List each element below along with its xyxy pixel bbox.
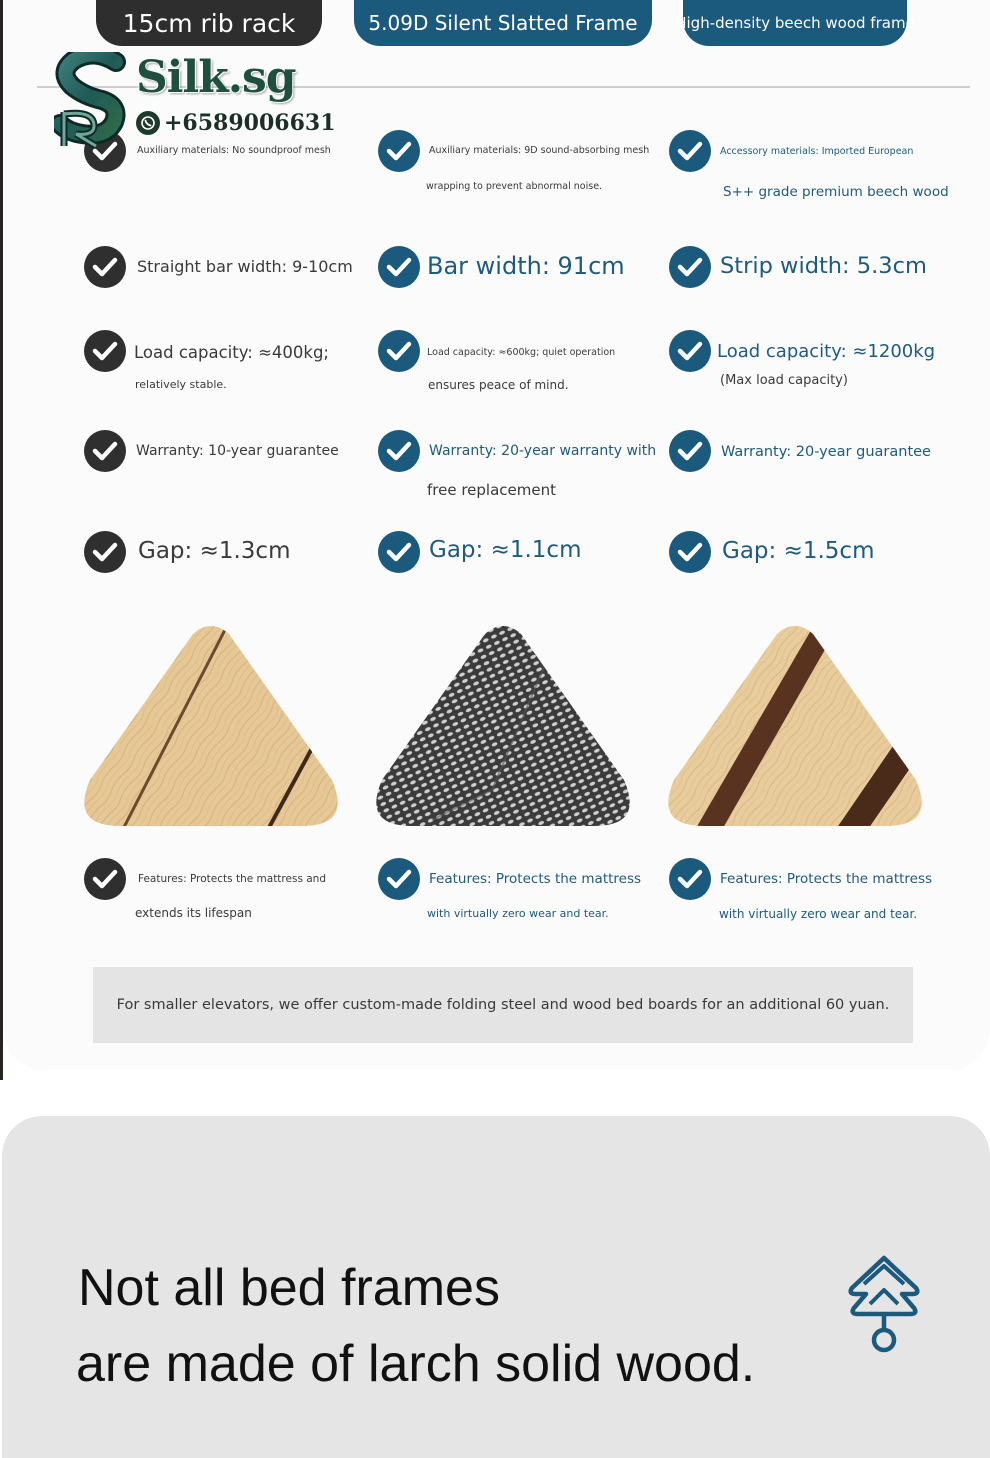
tree-icon: [846, 1254, 922, 1354]
col3-features-note: with virtually zero wear and tear.: [719, 907, 918, 921]
headline-line-1: Not all bed frames: [78, 1259, 500, 1317]
col3-features: Features: Protects the mattress: [720, 871, 933, 887]
check-icon: [669, 430, 711, 472]
beech-slat-sample-image: [664, 620, 926, 830]
left-edge-strip: [0, 0, 3, 1080]
col3-width: Strip width: 5.3cm: [720, 253, 927, 279]
col2-gap: Gap: ≈1.1cm: [429, 537, 582, 563]
col1-gap: Gap: ≈1.3cm: [138, 538, 291, 564]
check-icon: [378, 858, 420, 900]
whatsapp-icon: [136, 111, 160, 135]
wood-slat-sample-image: [80, 620, 342, 830]
check-icon: [84, 531, 126, 573]
check-icon: [669, 858, 711, 900]
check-icon: [378, 430, 420, 472]
col2-width: Bar width: 91cm: [427, 252, 625, 280]
col2-warranty-note: free replacement: [427, 481, 556, 499]
check-icon: [84, 430, 126, 472]
logo-phone: +6589006631: [164, 110, 336, 136]
col1-features-note: extends its lifespan: [135, 906, 252, 920]
check-icon: [378, 330, 420, 372]
tab-beech-frame[interactable]: High-density beech wood frame: [683, 0, 907, 46]
col2-materials: Auxiliary materials: 9D sound-absorbing mesh: [429, 145, 650, 156]
col2-features-note: with virtually zero wear and tear.: [427, 907, 609, 920]
logo-contact: [136, 110, 336, 136]
tab-silent-frame[interactable]: 5.09D Silent Slatted Frame: [354, 0, 652, 46]
mesh-fabric-sample-image: [372, 620, 634, 830]
logo-name: Silk.sg: [136, 52, 296, 103]
col3-gap: Gap: ≈1.5cm: [722, 538, 875, 564]
check-icon: [378, 531, 420, 573]
check-icon: [378, 130, 420, 172]
col3-load: Load capacity: ≈1200kg: [717, 341, 936, 362]
check-icon: [84, 246, 126, 288]
check-icon: [84, 330, 126, 372]
col2-features: Features: Protects the mattress: [429, 871, 642, 887]
check-icon: [669, 531, 711, 573]
logo-monogram-icon: [54, 52, 134, 148]
col2-load-note: ensures peace of mind.: [428, 378, 569, 392]
col2-materials-note: wrapping to prevent abnormal noise.: [426, 181, 603, 192]
check-icon: [84, 858, 126, 900]
col1-materials: Auxiliary materials: No soundproof mesh: [137, 145, 331, 156]
col3-materials: Accessory materials: Imported European: [720, 146, 914, 157]
headline-line-2: are made of larch solid wood.: [76, 1335, 756, 1393]
col1-width: Straight bar width: 9-10cm: [137, 257, 353, 276]
check-icon: [669, 130, 711, 172]
elevator-notice: For smaller elevators, we offer custom-made folding steel and wood bed boards for an additional 60 yuan.: [93, 967, 913, 1043]
silk-logo: [54, 52, 336, 152]
tab-rib-rack[interactable]: 15cm rib rack: [96, 0, 322, 46]
col1-load: Load capacity: ≈400kg;: [134, 343, 329, 362]
col2-warranty: Warranty: 20-year warranty with: [429, 443, 657, 459]
check-icon: [378, 246, 420, 288]
check-icon: [669, 330, 711, 372]
check-icon: [669, 246, 711, 288]
col1-load-note: relatively stable.: [135, 378, 227, 391]
col1-features: Features: Protects the mattress and: [138, 873, 327, 885]
col3-materials-note: S++ grade premium beech wood: [723, 184, 949, 200]
col1-warranty: Warranty: 10-year guarantee: [136, 443, 339, 459]
col2-load: Load capacity: ≈600kg; quiet operation: [427, 347, 616, 358]
col3-load-note: (Max load capacity): [720, 373, 848, 388]
col3-warranty: Warranty: 20-year guarantee: [721, 444, 931, 460]
